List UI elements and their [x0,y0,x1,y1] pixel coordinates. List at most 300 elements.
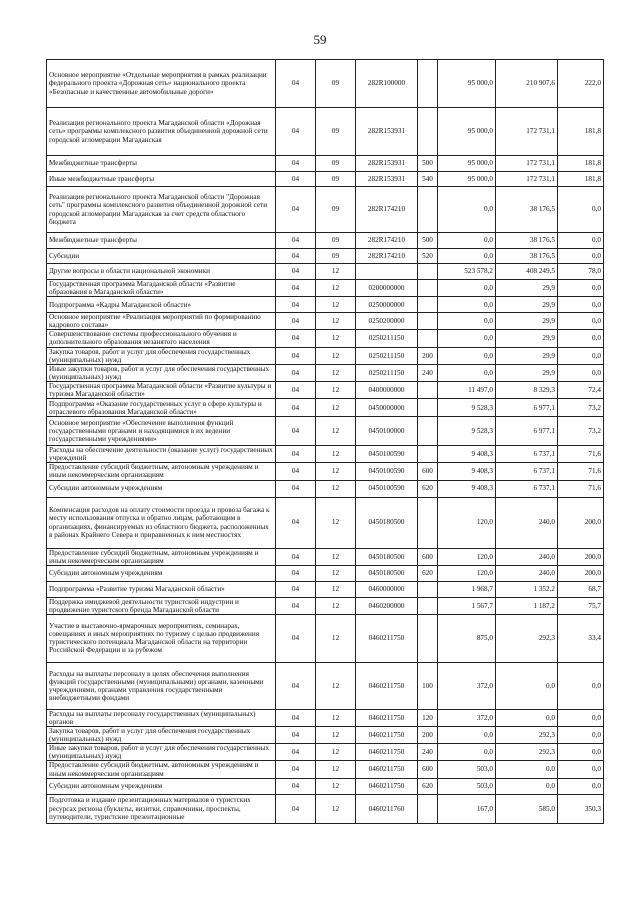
section-code: 04 [276,156,316,172]
expense-type-code [418,264,438,280]
section-code: 04 [276,108,316,156]
execution-percent: 0,0 [558,709,604,726]
table-row [47,463,604,480]
target-article-code: 0450100590 [356,446,418,463]
row-name: Субсидии автономным учреждениям [47,480,276,497]
execution-percent: 0,0 [558,313,604,330]
target-article-code: 0250211150 [356,364,418,381]
subsection-code: 09 [316,108,356,156]
row-name: Иные закупки товаров, работ и услуг для обеспечения государственных (муниципальных) нужд [47,744,276,761]
execution-percent: 0,0 [558,249,604,264]
table-row [47,446,604,463]
executed-amount: 210 907,6 [496,60,558,108]
expense-type-code [418,187,438,233]
row-name: Закупка товаров, работ и услуг для обеспечения государственных (муниципальных) нужд [47,347,276,364]
plan-amount: 167,0 [438,794,496,823]
execution-percent: 0,0 [558,778,604,794]
table-row [47,264,604,280]
executed-amount: 0,0 [496,662,558,709]
execution-percent: 200,0 [558,548,604,565]
row-name: Иные межбюджетные трансферты [47,172,276,187]
plan-amount: 1 968,7 [438,581,496,597]
execution-percent: 71,6 [558,480,604,497]
table-row [47,313,604,330]
subsection-code: 12 [316,364,356,381]
execution-percent: 73,2 [558,417,604,446]
expense-type-code: 200 [418,727,438,744]
expense-type-code [418,581,438,597]
executed-amount: 292,3 [496,744,558,761]
execution-percent: 0,0 [558,662,604,709]
executed-amount: 29,9 [496,347,558,364]
plan-amount: 9 408,3 [438,446,496,463]
row-name: Подпрограмма «Оказание государственных услуг в сфере культуры и отраслевого образования Магаданской области» [47,399,276,417]
section-code: 04 [276,761,316,778]
table-row [47,156,604,172]
section-code: 04 [276,497,316,548]
plan-amount: 120,0 [438,497,496,548]
table-row [47,497,604,548]
row-name: Государственная программа Магаданской области «Развитие образования в Магаданской области» [47,280,276,297]
execution-percent: 200,0 [558,565,604,581]
execution-percent: 0,0 [558,297,604,313]
row-name: Иные закупки товаров, работ и услуг для обеспечения государственных (муниципальных) нужд [47,364,276,381]
section-code: 04 [276,297,316,313]
subsection-code: 12 [316,744,356,761]
expense-type-code [418,297,438,313]
subsection-code: 12 [316,264,356,280]
section-code: 04 [276,597,316,614]
table-row [47,744,604,761]
row-name: Расходы на обеспечение деятельности (оказание услуг) государственных учреждений [47,446,276,463]
subsection-code: 12 [316,463,356,480]
expense-type-code: 240 [418,364,438,381]
section-code: 04 [276,463,316,480]
executed-amount: 6 737,1 [496,463,558,480]
target-article-code: 0460211750 [356,744,418,761]
expense-type-code: 500 [418,156,438,172]
budget-table [46,59,604,824]
plan-amount: 95 000,0 [438,156,496,172]
executed-amount: 29,9 [496,297,558,313]
executed-amount: 292,3 [496,727,558,744]
execution-percent: 200,0 [558,497,604,548]
target-article-code: 0460211760 [356,794,418,823]
section-code: 04 [276,381,316,398]
section-code: 04 [276,399,316,417]
execution-percent: 71,6 [558,446,604,463]
subsection-code: 12 [316,565,356,581]
execution-percent: 0,0 [558,187,604,233]
plan-amount: 523 578,2 [438,264,496,280]
executed-amount: 240,0 [496,565,558,581]
table-row [47,548,604,565]
executed-amount: 172 731,1 [496,108,558,156]
row-name: Субсидии автономным учреждениям [47,778,276,794]
table-row [47,108,604,156]
execution-percent: 0,0 [558,330,604,347]
expense-type-code: 620 [418,778,438,794]
plan-amount: 372,0 [438,662,496,709]
expense-type-code [418,446,438,463]
subsection-code: 12 [316,381,356,398]
target-article-code: 0450100590 [356,463,418,480]
section-code: 04 [276,60,316,108]
expense-type-code: 600 [418,548,438,565]
target-article-code: 0460200000 [356,597,418,614]
subsection-code: 12 [316,330,356,347]
execution-percent: 181,8 [558,172,604,187]
table-row [47,794,604,823]
expense-type-code: 500 [418,233,438,249]
section-code: 04 [276,347,316,364]
table-row [47,347,604,364]
expense-type-code: 520 [418,249,438,264]
expense-type-code [418,614,438,662]
subsection-code: 12 [316,581,356,597]
row-name: Закупка товаров, работ и услуг для обеспечения государственных (муниципальных) нужд [47,727,276,744]
executed-amount: 1 187,2 [496,597,558,614]
subsection-code: 12 [316,417,356,446]
execution-percent: 0,0 [558,233,604,249]
target-article-code: 0400000000 [356,381,418,398]
target-article-code: 0250211150 [356,330,418,347]
table-row [47,662,604,709]
plan-amount: 0,0 [438,330,496,347]
table-row [47,709,604,726]
table-row [47,172,604,187]
subsection-code: 12 [316,497,356,548]
section-code: 04 [276,778,316,794]
executed-amount: 1 352,2 [496,581,558,597]
subsection-code: 12 [316,794,356,823]
subsection-code: 09 [316,60,356,108]
table-row [47,187,604,233]
plan-amount: 372,0 [438,709,496,726]
executed-amount: 172 731,1 [496,172,558,187]
expense-type-code [418,108,438,156]
execution-percent: 181,8 [558,156,604,172]
target-article-code: 0450180500 [356,565,418,581]
target-article-code: 0460000000 [356,581,418,597]
execution-percent: 0,0 [558,761,604,778]
table-row [47,381,604,398]
executed-amount: 6 737,1 [496,446,558,463]
executed-amount: 38 176,5 [496,187,558,233]
expense-type-code [418,313,438,330]
row-name: Участие в выставочно-ярмарочных мероприятиях, семинарах, совещаниях и иных мероприятиях по туризму с целью продвижения туристического потенциала Магаданской области на территории Российской Федерации и за рубежом [47,614,276,662]
target-article-code: 0460211750 [356,761,418,778]
expense-type-code [418,794,438,823]
subsection-code: 09 [316,249,356,264]
execution-percent: 350,3 [558,794,604,823]
row-name: Предоставление субсидий бюджетным, автономным учреждениям и иным некоммерческим организациям [47,463,276,480]
execution-percent: 71,6 [558,463,604,480]
row-name: Субсидии автономным учреждениям [47,565,276,581]
section-code: 04 [276,565,316,581]
table-row [47,581,604,597]
executed-amount: 172 731,1 [496,156,558,172]
target-article-code: 0450180500 [356,497,418,548]
expense-type-code [418,381,438,398]
row-name: Межбюджетные трансферты [47,233,276,249]
plan-amount: 0,0 [438,744,496,761]
row-name: Основное мероприятие «Обеспечение выполнения функций государственными органами и находящимися в их ведении государственными учреждениями» [47,417,276,446]
plan-amount: 0,0 [438,297,496,313]
plan-amount: 875,0 [438,614,496,662]
subsection-code: 09 [316,187,356,233]
plan-amount: 9 528,3 [438,417,496,446]
plan-amount: 11 497,0 [438,381,496,398]
target-article-code: 282R153931 [356,156,418,172]
execution-percent: 181,8 [558,108,604,156]
section-code: 04 [276,548,316,565]
table-row [47,330,604,347]
section-code: 04 [276,727,316,744]
expense-type-code: 100 [418,662,438,709]
execution-percent: 68,7 [558,581,604,597]
subsection-code: 09 [316,172,356,187]
subsection-code: 09 [316,156,356,172]
table-row [47,778,604,794]
plan-amount: 0,0 [438,280,496,297]
plan-amount: 95 000,0 [438,60,496,108]
executed-amount: 38 176,5 [496,233,558,249]
row-name: Другие вопросы в области национальной экономики [47,264,276,280]
executed-amount: 6 977,1 [496,417,558,446]
plan-amount: 503,0 [438,778,496,794]
table-row [47,565,604,581]
executed-amount: 0,0 [496,778,558,794]
expense-type-code: 540 [418,172,438,187]
section-code: 04 [276,417,316,446]
execution-percent: 0,0 [558,347,604,364]
target-article-code: 282R153931 [356,108,418,156]
expense-type-code: 620 [418,565,438,581]
target-article-code: 282R174210 [356,233,418,249]
table-body [47,60,604,824]
subsection-code: 12 [316,297,356,313]
target-article-code: 282R153931 [356,172,418,187]
expense-type-code: 600 [418,761,438,778]
expense-type-code: 620 [418,480,438,497]
plan-amount: 9 408,3 [438,480,496,497]
expense-type-code: 600 [418,463,438,480]
section-code: 04 [276,233,316,249]
section-code: 04 [276,480,316,497]
subsection-code: 12 [316,709,356,726]
table-row [47,280,604,297]
execution-percent: 222,0 [558,60,604,108]
subsection-code: 12 [316,399,356,417]
expense-type-code [418,417,438,446]
row-name: Государственная программа Магаданской области «Развитие культуры и туризма Магаданской области» [47,381,276,398]
subsection-code: 09 [316,233,356,249]
table-row [47,761,604,778]
target-article-code: 0250000000 [356,297,418,313]
executed-amount: 6 737,1 [496,480,558,497]
table-row [47,614,604,662]
expense-type-code [418,280,438,297]
expense-type-code: 240 [418,744,438,761]
section-code: 04 [276,264,316,280]
table-row [47,399,604,417]
executed-amount: 29,9 [496,280,558,297]
table-row [47,417,604,446]
plan-amount: 0,0 [438,347,496,364]
plan-amount: 120,0 [438,565,496,581]
plan-amount: 0,0 [438,727,496,744]
executed-amount: 240,0 [496,548,558,565]
row-name: Предоставление субсидий бюджетным, автономным учреждениям и иным некоммерческим организациям [47,761,276,778]
execution-percent: 73,2 [558,399,604,417]
expense-type-code [418,60,438,108]
section-code: 04 [276,614,316,662]
expense-type-code [418,497,438,548]
section-code: 04 [276,446,316,463]
target-article-code: 0450180500 [356,548,418,565]
plan-amount: 0,0 [438,313,496,330]
target-article-code: 0450100000 [356,417,418,446]
section-code: 04 [276,364,316,381]
row-name: Субсидии [47,249,276,264]
section-code: 04 [276,744,316,761]
section-code: 04 [276,709,316,726]
plan-amount: 95 000,0 [438,108,496,156]
row-name: Реализация регионального проекта Магаданской области «Дорожная сеть» программы комплексного развития объединенной дорожной сети городской агломерации Магаданская [47,108,276,156]
subsection-code: 12 [316,761,356,778]
execution-percent: 78,0 [558,264,604,280]
section-code: 04 [276,187,316,233]
table-row [47,597,604,614]
row-name: Расходы на выплаты персоналу государственных (муниципальных) органов [47,709,276,726]
row-name: Реализация регионального проекта Магаданской области "Дорожная сеть" программы комплексного развития объединенной дорожной сети городской агломерации Магаданская за счет средств областного бюджета [47,187,276,233]
subsection-code: 12 [316,614,356,662]
executed-amount: 408 249,5 [496,264,558,280]
plan-amount: 120,0 [438,548,496,565]
section-code: 04 [276,280,316,297]
execution-percent: 72,4 [558,381,604,398]
target-article-code: 282R174210 [356,187,418,233]
subsection-code: 12 [316,280,356,297]
expense-type-code: 120 [418,709,438,726]
executed-amount: 8 329,3 [496,381,558,398]
row-name: Подготовка и издание презентационных материалов о туристских ресурсах региона (буклеты, визитки, справочники, проспекты, путеводители, туристские презентационные [47,794,276,823]
plan-amount: 9 528,3 [438,399,496,417]
expense-type-code [418,399,438,417]
section-code: 04 [276,249,316,264]
plan-amount: 0,0 [438,187,496,233]
row-name: Межбюджетные трансферты [47,156,276,172]
row-name: Подпрограмма «Кадры Магаданской области» [47,297,276,313]
section-code: 04 [276,172,316,187]
row-name: Подпрограмма «Развитие туризма Магаданской области» [47,581,276,597]
execution-percent: 33,4 [558,614,604,662]
target-article-code: 0200000000 [356,280,418,297]
plan-amount: 0,0 [438,249,496,264]
executed-amount: 0,0 [496,761,558,778]
executed-amount: 29,9 [496,364,558,381]
executed-amount: 6 977,1 [496,399,558,417]
expense-type-code [418,597,438,614]
target-article-code: 0250200000 [356,313,418,330]
plan-amount: 9 408,3 [438,463,496,480]
section-code: 04 [276,581,316,597]
expense-type-code [418,330,438,347]
row-name: Основное мероприятие «Отдельные мероприятия в рамках реализации федерального проекта «Дорожная сеть» национального проекта «Безопасные и качественные автомобильные дороги» [47,60,276,108]
expense-type-code: 200 [418,347,438,364]
section-code: 04 [276,662,316,709]
subsection-code: 12 [316,778,356,794]
target-article-code: 0250211150 [356,347,418,364]
table-row [47,249,604,264]
target-article-code: 0450000000 [356,399,418,417]
page-number: 59 [313,32,327,47]
subsection-code: 12 [316,347,356,364]
subsection-code: 12 [316,548,356,565]
section-code: 04 [276,313,316,330]
row-name: Поддержка имиджевой деятельности туристской индустрии и продвижение туристского бренда Магаданской области [47,597,276,614]
row-name: Компенсация расходов на оплату стоимости проезда и провоза багажа к месту использования отпуска и обратно лицам, работающим в организациях, финансируемых из областного бюджета, расположенных в районах Крайнего Севера и приравненных к ним местностях [47,497,276,548]
executed-amount: 29,9 [496,313,558,330]
subsection-code: 12 [316,446,356,463]
plan-amount: 0,0 [438,233,496,249]
executed-amount: 292,3 [496,614,558,662]
table-row [47,727,604,744]
row-name: Предоставление субсидий бюджетным, автономным учреждениям и иным некоммерческим организациям [47,548,276,565]
target-article-code: 0450100590 [356,480,418,497]
subsection-code: 12 [316,662,356,709]
execution-percent: 0,0 [558,364,604,381]
table-row [47,60,604,108]
target-article-code: 0460211750 [356,709,418,726]
plan-amount: 95 000,0 [438,172,496,187]
executed-amount: 38 176,5 [496,249,558,264]
section-code: 04 [276,330,316,347]
execution-percent: 75,7 [558,597,604,614]
table-row [47,233,604,249]
table-row [47,364,604,381]
target-article-code: 0460211750 [356,727,418,744]
target-article-code: 282R100000 [356,60,418,108]
subsection-code: 12 [316,597,356,614]
target-article-code: 0460211750 [356,778,418,794]
table-row [47,480,604,497]
table-row [47,297,604,313]
subsection-code: 12 [316,313,356,330]
plan-amount: 0,0 [438,364,496,381]
executed-amount: 585,0 [496,794,558,823]
plan-amount: 1 567,7 [438,597,496,614]
row-name: Расходы на выплаты персоналу в целях обеспечения выполнения функций государственными (муниципальными) органами, казенными учреждениями, органами управления государственными внебюджетными фондами [47,662,276,709]
subsection-code: 12 [316,480,356,497]
target-article-code: 0460211750 [356,614,418,662]
plan-amount: 503,0 [438,761,496,778]
target-article-code: 0460211750 [356,662,418,709]
subsection-code: 12 [316,727,356,744]
row-name: Основное мероприятие «Реализация мероприятий по формированию кадрового состава» [47,313,276,330]
executed-amount: 29,9 [496,330,558,347]
target-article-code [356,264,418,280]
section-code: 04 [276,794,316,823]
execution-percent: 0,0 [558,727,604,744]
execution-percent: 0,0 [558,744,604,761]
executed-amount: 240,0 [496,497,558,548]
execution-percent: 0,0 [558,280,604,297]
row-name: Совершенствование системы профессионального обучения и дополнительного образования незанятого населения [47,330,276,347]
executed-amount: 0,0 [496,709,558,726]
target-article-code: 282R174210 [356,249,418,264]
